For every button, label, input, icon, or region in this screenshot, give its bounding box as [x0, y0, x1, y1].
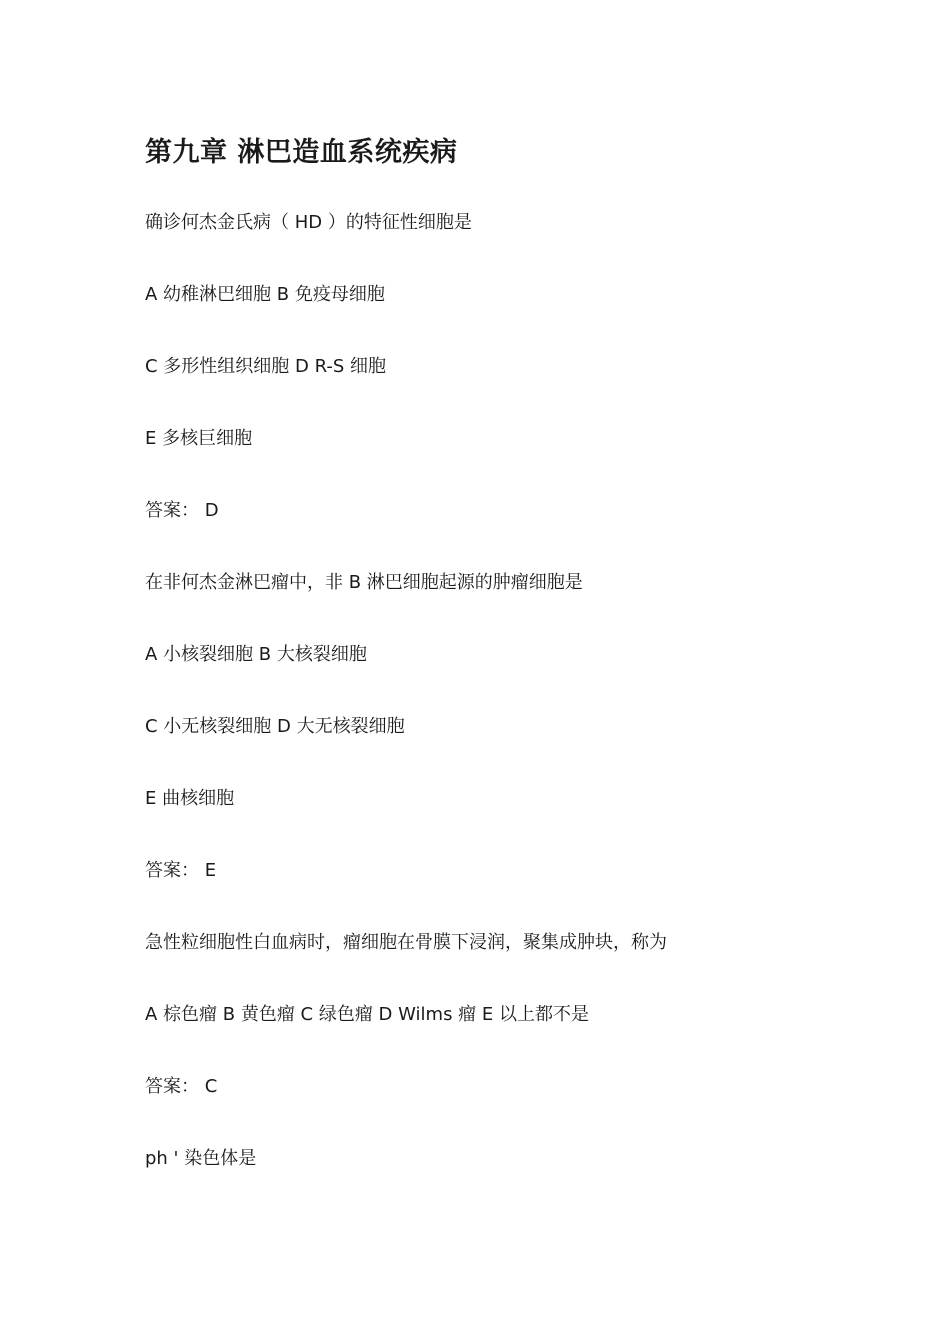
- question-1-text: 确诊何杰金氏病（ HD ）的特征性细胞是: [145, 212, 472, 233]
- question-2-answer: 答案： E: [145, 860, 217, 881]
- question-3-answer: 答案： C: [145, 1076, 218, 1097]
- chapter-title: 第九章 淋巴造血系统疾病: [145, 137, 458, 168]
- question-1-answer: 答案： D: [145, 500, 219, 521]
- question-2-text: 在非何杰金淋巴瘤中，非 B 淋巴细胞起源的肿瘤细胞是: [145, 572, 583, 593]
- question-3-options: A 棕色瘤 B 黄色瘤 C 绿色瘤 D Wilms 瘤 E 以上都不是: [145, 1004, 589, 1025]
- question-2-options-cd: C 小无核裂细胞 D 大无核裂细胞: [145, 716, 405, 737]
- question-1-option-e: E 多核巨细胞: [145, 428, 253, 449]
- question-1-options-ab: A 幼稚淋巴细胞 B 免疫母细胞: [145, 284, 385, 305]
- question-2-option-e: E 曲核细胞: [145, 788, 235, 809]
- question-2-options-ab: A 小核裂细胞 B 大核裂细胞: [145, 644, 367, 665]
- question-1-options-cd: C 多形性组织细胞 D R-S 细胞: [145, 356, 387, 377]
- question-3-text: 急性粒细胞性白血病时，瘤细胞在骨膜下浸润，聚集成肿块，称为: [145, 932, 667, 953]
- question-4-text: ph ' 染色体是: [145, 1148, 257, 1169]
